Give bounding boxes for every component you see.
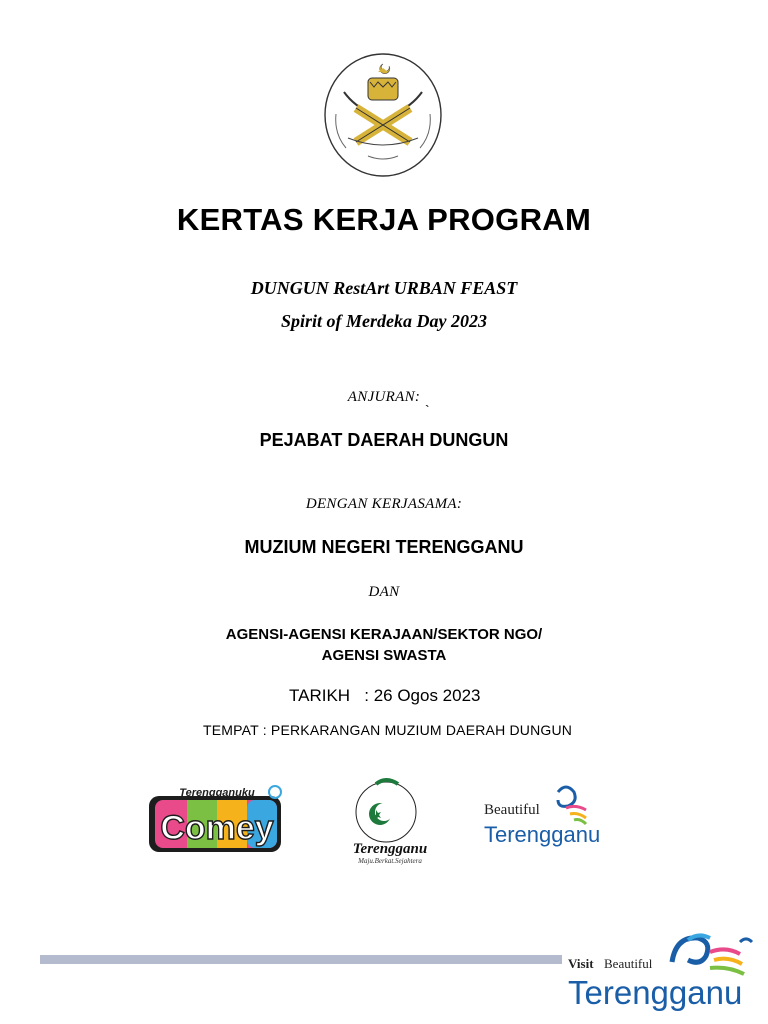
svg-text:Maju.Berkat.Sejahtera: Maju.Berkat.Sejahtera [358, 857, 422, 865]
svg-text:Comey: Comey [160, 809, 274, 847]
footer-rule [40, 955, 562, 964]
terengganuku-comey-logo [147, 784, 287, 856]
svg-text:Terengganu: Terengganu [484, 822, 600, 847]
collaboration-label: DENGAN KERJASAMA: [305, 496, 463, 512]
agencies-line-1: AGENSI-AGENSI KERAJAAN/SEKTOR NGO/ [225, 626, 543, 643]
and-label: DAN [368, 584, 400, 600]
terengganu-state-logo [336, 776, 446, 866]
date-line: TARIKH : 26 Ogos 2023 [289, 686, 481, 705]
collaborator-name: MUZIUM NEGERI TERENGGANU [244, 537, 524, 557]
visit-beautiful-terengganu-logo [560, 928, 768, 1024]
event-name: DUNGUN RestArt URBAN FEAST [250, 278, 518, 298]
svg-text:Terengganu: Terengganu [568, 974, 743, 1011]
organizer-name: PEJABAT DAERAH DUNGUN [259, 430, 509, 450]
document-title: KERTAS KERJA PROGRAM [176, 202, 592, 237]
agencies-line-2: AGENSI SWASTA [321, 647, 447, 664]
svg-text:Visit: Visit [568, 956, 594, 971]
state-crest-logo [322, 52, 444, 178]
event-subtitle: Spirit of Merdeka Day 2023 [281, 311, 487, 331]
venue-line: TEMPAT : PERKARANGAN MUZIUM DAERAH DUNGUN [203, 722, 573, 738]
organizer-label: ANJURAN: [347, 389, 421, 405]
svg-text:Terengganuku: Terengganuku [179, 787, 255, 799]
svg-text:Terengganu: Terengganu [352, 841, 428, 857]
beautiful-terengganu-logo [482, 778, 600, 852]
svg-text:Beautiful: Beautiful [484, 802, 540, 818]
stray-mark: ` [425, 402, 430, 418]
svg-text:Beautiful: Beautiful [604, 956, 653, 971]
